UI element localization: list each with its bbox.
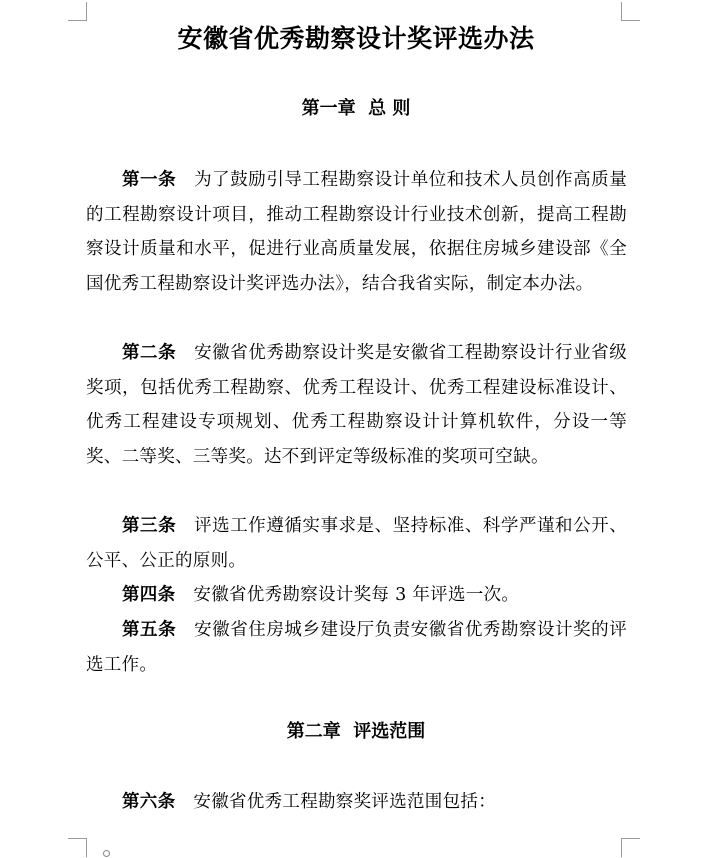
article-text: 为了鼓励引导工程勘察设计单位和技术人员创作高质量的工程勘察设计项目，推动工程勘察设计行业技术创新，提高工程勘察设计质量和水平，促进行业高质量发展，依据住房城乡建设部《全国优秀工程勘察设计奖评选办法》，结合我省实际，制定本办法。: [86, 170, 627, 294]
article-label: 第一条: [122, 170, 177, 190]
article-text: 安徽省优秀工程勘察奖评选范围包括：: [193, 792, 497, 812]
article-4: [86, 578, 627, 613]
article-text: 评选工作遵循实事求是、坚持标准、科学严谨和公开、公平、公正的原则。: [86, 516, 627, 571]
page-corner-mark-top-left: [68, 2, 87, 21]
article-label: 第五条: [122, 620, 177, 640]
article-3: [86, 509, 627, 578]
article-5: [86, 613, 627, 682]
article-label: 第三条: [122, 516, 177, 536]
page-corner-mark-bottom-left: [68, 838, 87, 857]
paragraph-mark-icon: [103, 850, 110, 857]
article-2: [86, 336, 627, 474]
article-label: 第四条: [122, 585, 176, 605]
document-title: 安徽省优秀勘察设计奖评选办法: [177, 24, 535, 53]
article-1: [86, 163, 627, 301]
article-text: 安徽省优秀勘察设计奖每 3 年评选一次。: [193, 585, 520, 605]
article-text: 安徽省住房城乡建设厅负责安徽省优秀勘察设计奖的评选工作。: [86, 620, 627, 675]
article-text: 安徽省优秀勘察设计奖是安徽省工程勘察设计行业省级奖项，包括优秀工程勘察、优秀工程设计、优秀工程建设标准设计、优秀工程建设专项规划、优秀工程勘察设计计算机软件，分设一等奖、二等奖、三等奖。达不到评定等级标准的奖项可空缺。: [86, 343, 627, 467]
chapter-heading-2: 第二章 评选范围: [286, 721, 426, 742]
article-label: 第二条: [122, 343, 177, 363]
page-corner-mark-bottom-right: [621, 838, 640, 857]
page-corner-mark-top-right: [621, 2, 640, 21]
chapter-heading-1: 第一章 总 则: [301, 98, 411, 119]
article-label: 第六条: [122, 792, 176, 812]
article-6: [86, 785, 627, 820]
